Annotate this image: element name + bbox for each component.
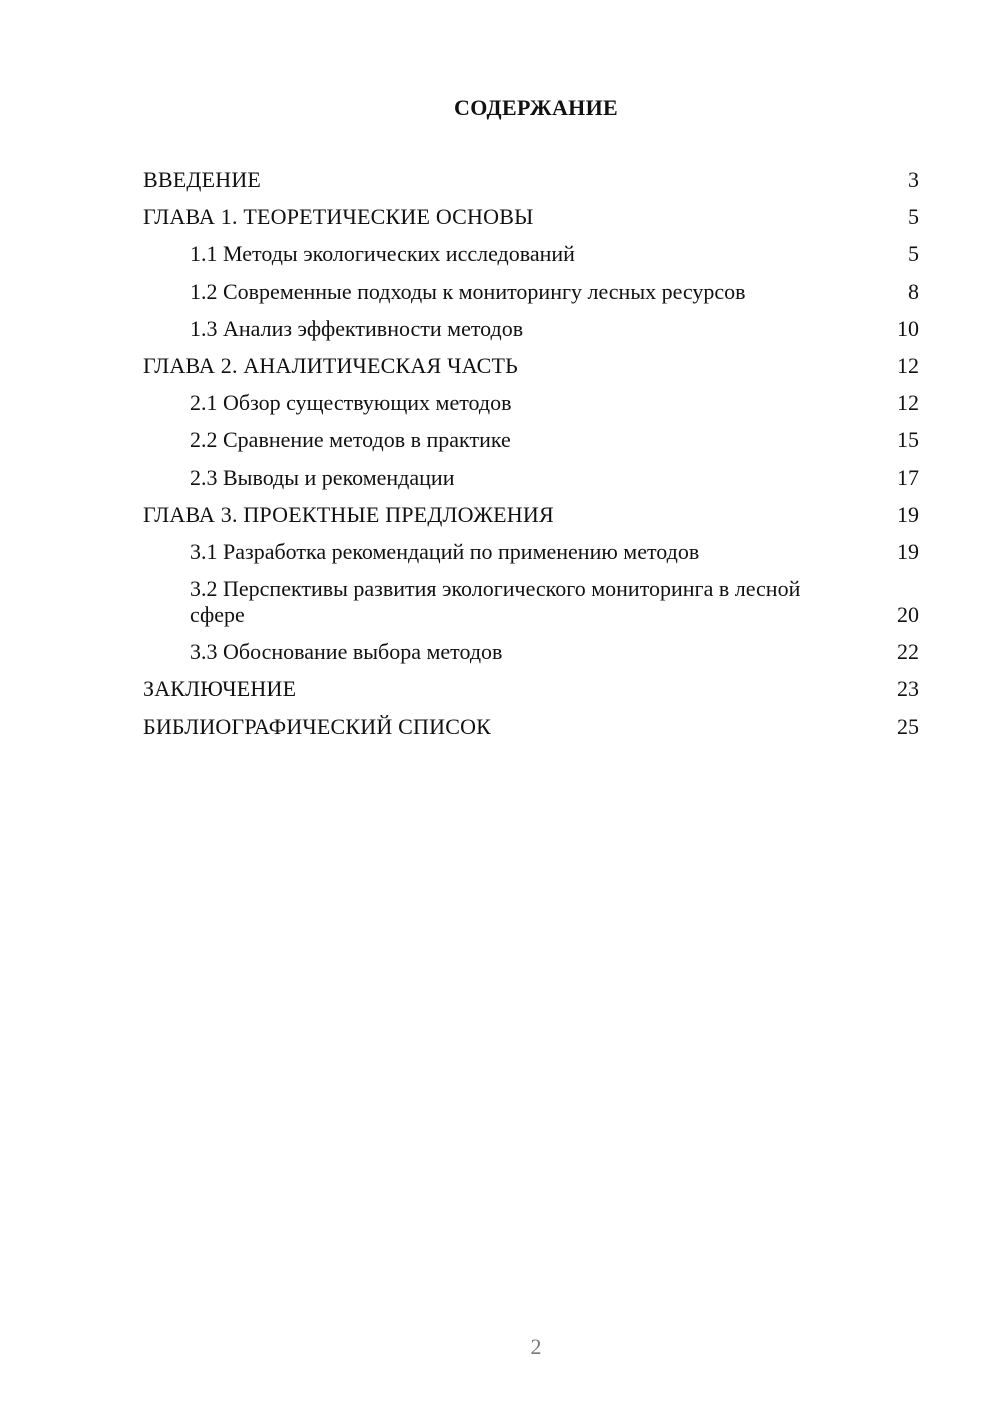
toc-entry-page: 19	[897, 501, 919, 527]
toc-entry-page: 23	[897, 676, 919, 702]
toc-entry-page: 20	[897, 602, 919, 628]
toc-entry-section-3-1[interactable]	[143, 539, 919, 565]
toc-entry-conclusion[interactable]	[143, 676, 919, 702]
toc-entry-text: ВВЕДЕНИЕ	[143, 167, 262, 192]
toc-entry-page: 5	[908, 241, 919, 267]
toc-entry-page: 22	[897, 639, 919, 665]
toc-entry-text: 1.3 Анализ эффективности методов	[190, 315, 524, 341]
toc-entry-section-1-1[interactable]	[143, 241, 919, 267]
toc-entry-text: ГЛАВА 2. АНАЛИТИЧЕСКАЯ ЧАСТЬ	[143, 352, 518, 378]
toc-entry-chapter-1[interactable]	[143, 204, 919, 230]
toc-entry-section-1-2[interactable]	[143, 279, 919, 305]
toc-entry-bibliography[interactable]	[143, 714, 919, 740]
toc-entry-text: 1.1 Методы экологических исследований	[190, 241, 575, 267]
toc-entry-section-3-3[interactable]	[143, 639, 919, 665]
toc-entry-page: 3	[908, 167, 919, 192]
toc-entry-text: 1.2 Современные подходы к мониторингу лесных ресурсов	[190, 278, 746, 304]
toc-entry-page: 10	[897, 315, 919, 341]
page-number: 2	[530, 1334, 542, 1359]
toc-entry-text: 3.1 Разработка рекомендаций по применению методов	[190, 538, 700, 564]
toc-entry-page: 12	[897, 390, 919, 416]
toc-entry-text: БИБЛИОГРАФИЧЕСКИЙ СПИСОК	[143, 713, 492, 739]
toc-title: СОДЕРЖАНИЕ	[454, 95, 618, 120]
toc-entry-text: 3.2 Перспективы развития экологического мониторинга в лесной сфере	[190, 576, 801, 628]
toc-entry-page: 17	[897, 464, 919, 490]
toc-entry-text: 2.1 Обзор существующих методов	[190, 390, 512, 416]
toc-entry-section-2-1[interactable]	[143, 390, 919, 416]
toc-entry-page: 25	[897, 713, 919, 739]
toc-entry-section-2-2[interactable]	[143, 427, 919, 453]
toc-entry-page: 15	[897, 427, 919, 453]
toc-entry-introduction[interactable]	[143, 167, 919, 193]
toc-entry-chapter-2[interactable]	[143, 353, 919, 379]
toc-entry-text: ЗАКЛЮЧЕНИЕ	[143, 676, 297, 702]
toc-entry-section-1-3[interactable]	[143, 316, 919, 342]
toc-entry-text: ГЛАВА 3. ПРОЕКТНЫЕ ПРЕДЛОЖЕНИЯ	[143, 501, 554, 527]
toc-entry-page: 19	[897, 538, 919, 564]
toc-entry-section-3-2[interactable]	[143, 576, 919, 628]
toc-entry-page: 12	[897, 352, 919, 378]
toc-entry-text: 2.3 Выводы и рекомендации	[190, 464, 455, 490]
toc-entry-chapter-3[interactable]	[143, 502, 919, 528]
table-of-contents	[143, 167, 919, 751]
toc-entry-page: 8	[908, 278, 919, 304]
toc-entry-text: 3.3 Обоснование выбора методов	[190, 639, 503, 665]
toc-entry-section-2-3[interactable]	[143, 465, 919, 491]
toc-entry-text: ГЛАВА 1. ТЕОРЕТИЧЕСКИЕ ОСНОВЫ	[143, 204, 534, 230]
toc-entry-text: 2.2 Сравнение методов в практике	[190, 427, 511, 453]
toc-entry-page: 5	[908, 204, 919, 230]
